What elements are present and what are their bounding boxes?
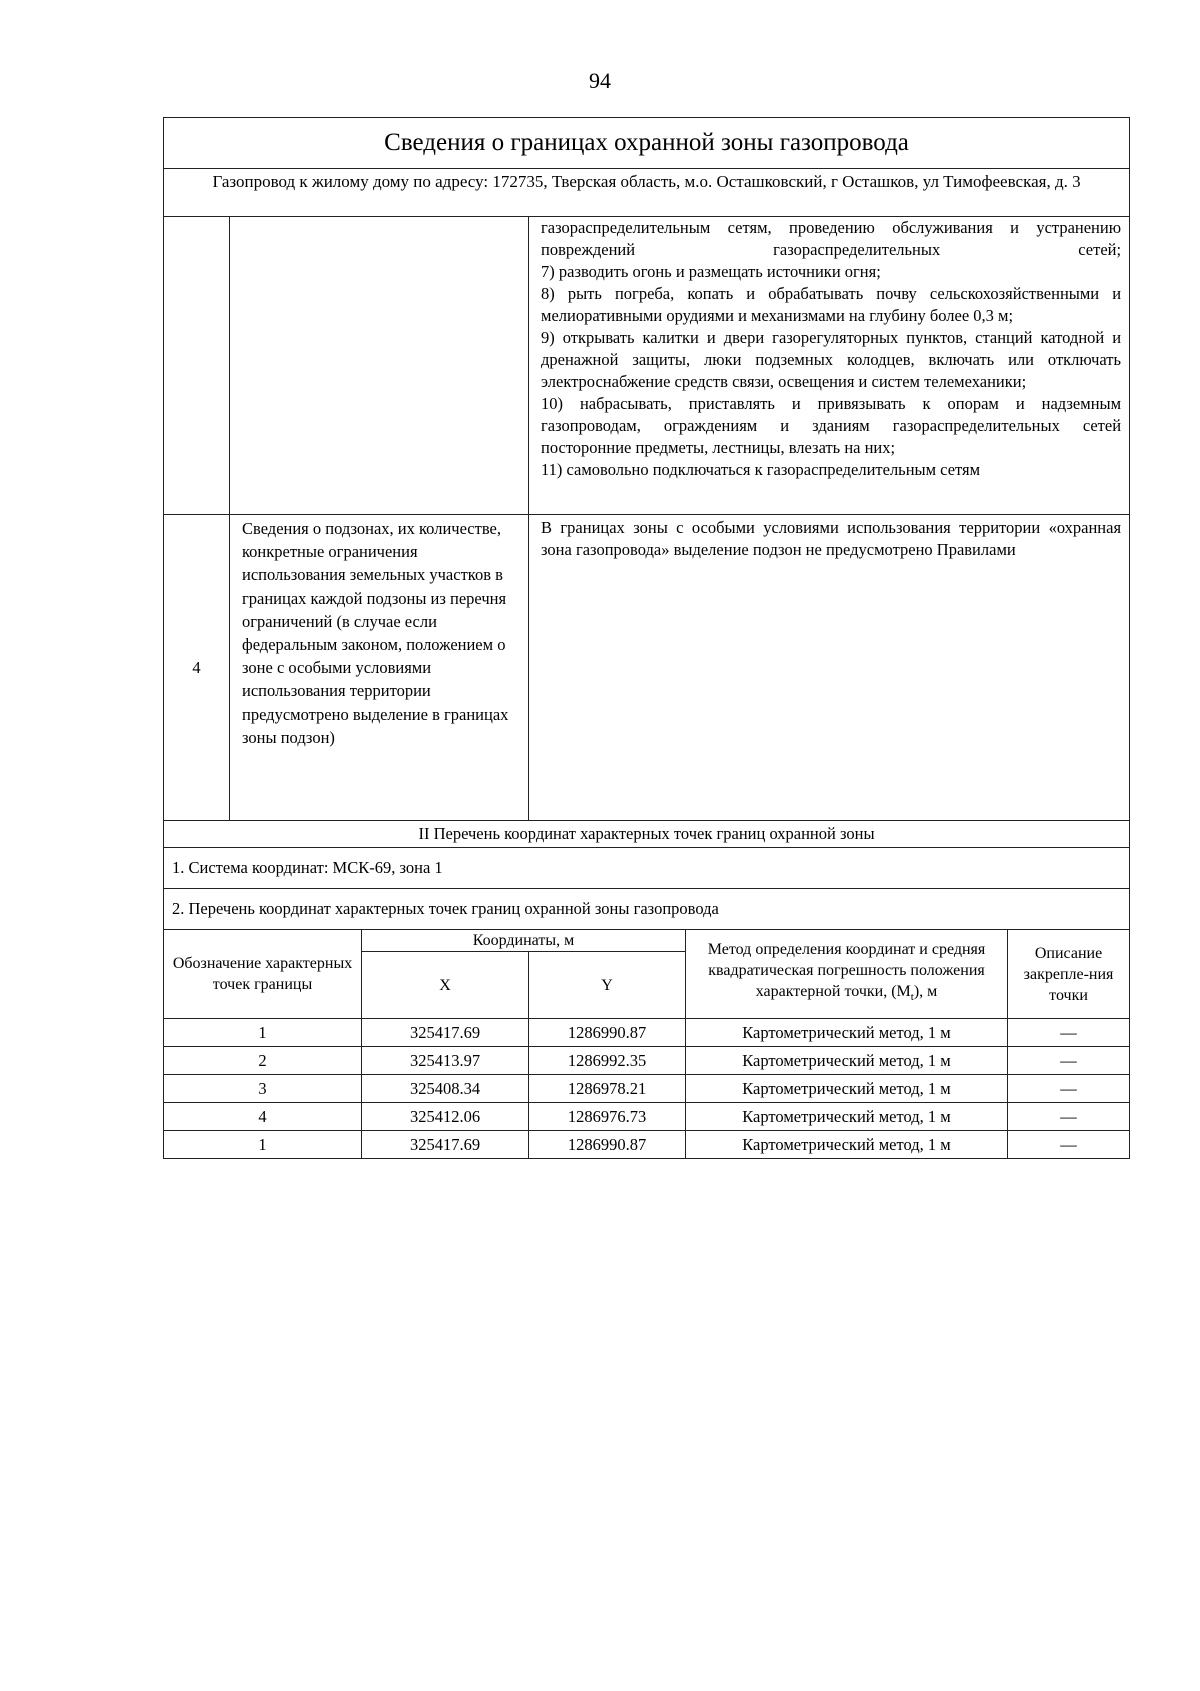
subzones-text: В границах зоны с особыми условиями использования территории «охранная зона газопровода» выделение подзон не предусмотрено Правилами [529, 515, 1130, 821]
page-number: 94 [589, 68, 611, 93]
coordinates-list-title: 2. Перечень координат характерных точек границ охранной зоны газопровода [164, 889, 1130, 930]
table-row [164, 1019, 1130, 1047]
point-y: 1286976.73 [529, 1103, 686, 1131]
point-x: 325408.34 [362, 1075, 529, 1103]
restriction-item: 10) набрасывать, приставлять и привязывать к опорам и надземным газопроводам, ограждениям и зданиям газораспределительных сетей посторонние предметы, лестницы, влезать на них; [541, 394, 1122, 457]
point-description: — [1008, 1075, 1130, 1103]
header-description: Описание закрепле-ния точки [1008, 930, 1130, 1019]
point-description: — [1008, 1047, 1130, 1075]
header-method [686, 930, 1008, 1019]
coords-header-row [164, 930, 1130, 952]
table-row [164, 1131, 1130, 1159]
restriction-item: 9) открывать калитки и двери газорегуляторных пунктов, станций катодной и дренажной защиты, люки подземных колодцев, включать или отключать электроснабжение средств связи, освещения и систем телемеханики; [541, 328, 1122, 391]
restriction-item: 7) разводить огонь и размещать источники огня; [541, 262, 881, 281]
point-description: — [1008, 1019, 1130, 1047]
point-id: 1 [164, 1131, 362, 1159]
point-y: 1286978.21 [529, 1075, 686, 1103]
point-method: Картометрический метод, 1 м [686, 1019, 1008, 1047]
point-method: Картометрический метод, 1 м [686, 1047, 1008, 1075]
subzones-row [164, 515, 1130, 821]
table-row [164, 1103, 1130, 1131]
gas-pipeline-address: Газопровод к жилому дому по адресу: 172735, Тверская область, м.о. Осташковский, г Осташков, ул Тимофеевская, д. 3 [164, 169, 1130, 217]
document-title: Сведения о границах охранной зоны газопровода [164, 118, 1130, 169]
point-y: 1286990.87 [529, 1131, 686, 1159]
protection-zone-table [163, 117, 1130, 1159]
row-label-empty [230, 217, 529, 515]
subzones-label: Сведения о подзонах, их количестве, конкретные ограничения использования земельных участков в границах каждой подзоны из перечня ограничений (в случае если федеральным законом, положением о зоне с особыми условиями использования территории предусмотрено выделение в границах зоны подзон) [230, 515, 529, 821]
header-coordinates: Координаты, м [362, 930, 686, 952]
point-description: — [1008, 1103, 1130, 1131]
restrictions-text [529, 217, 1130, 515]
point-x: 325413.97 [362, 1047, 529, 1075]
header-designation: Обозначение характерных точек границы [164, 930, 362, 1019]
point-x: 325412.06 [362, 1103, 529, 1131]
point-id: 1 [164, 1019, 362, 1047]
coordinate-system: 1. Система координат: МСК-69, зона 1 [164, 848, 1130, 889]
point-id: 3 [164, 1075, 362, 1103]
table-row [164, 1075, 1130, 1103]
restrictions-continued-row [164, 217, 1130, 515]
header-method-unit: ), м [913, 983, 938, 1001]
point-method: Картометрический метод, 1 м [686, 1131, 1008, 1159]
row-number-empty [164, 217, 230, 515]
coordinates-section-heading: II Перечень координат характерных точек границ охранной зоны [164, 821, 1130, 848]
point-id: 4 [164, 1103, 362, 1131]
point-description: — [1008, 1131, 1130, 1159]
point-x: 325417.69 [362, 1131, 529, 1159]
table-row [164, 1047, 1130, 1075]
point-method: Картометрический метод, 1 м [686, 1103, 1008, 1131]
header-method-subscript: t [910, 991, 914, 1004]
row-number: 4 [164, 515, 230, 821]
header-x: X [362, 952, 529, 1019]
header-y: Y [529, 952, 686, 1019]
point-method: Картометрический метод, 1 м [686, 1075, 1008, 1103]
point-id: 2 [164, 1047, 362, 1075]
point-y: 1286990.87 [529, 1019, 686, 1047]
header-method-text: Метод определения координат и средняя квадратическая погрешность положения характерной точки, (M [707, 941, 986, 1001]
restriction-item: 8) рыть погреба, копать и обрабатывать почву сельскохозяйственными и мелиоративными орудиями и механизмами на глубину более 0,3 м; [541, 284, 1122, 325]
point-y: 1286992.35 [529, 1047, 686, 1075]
point-x: 325417.69 [362, 1019, 529, 1047]
restriction-item: 11) самовольно подключаться к газораспределительным сетям [541, 460, 981, 479]
restriction-item: газораспределительным сетям, проведению обслуживания и устранению повреждений газораспределительных сетей; [541, 218, 1122, 259]
